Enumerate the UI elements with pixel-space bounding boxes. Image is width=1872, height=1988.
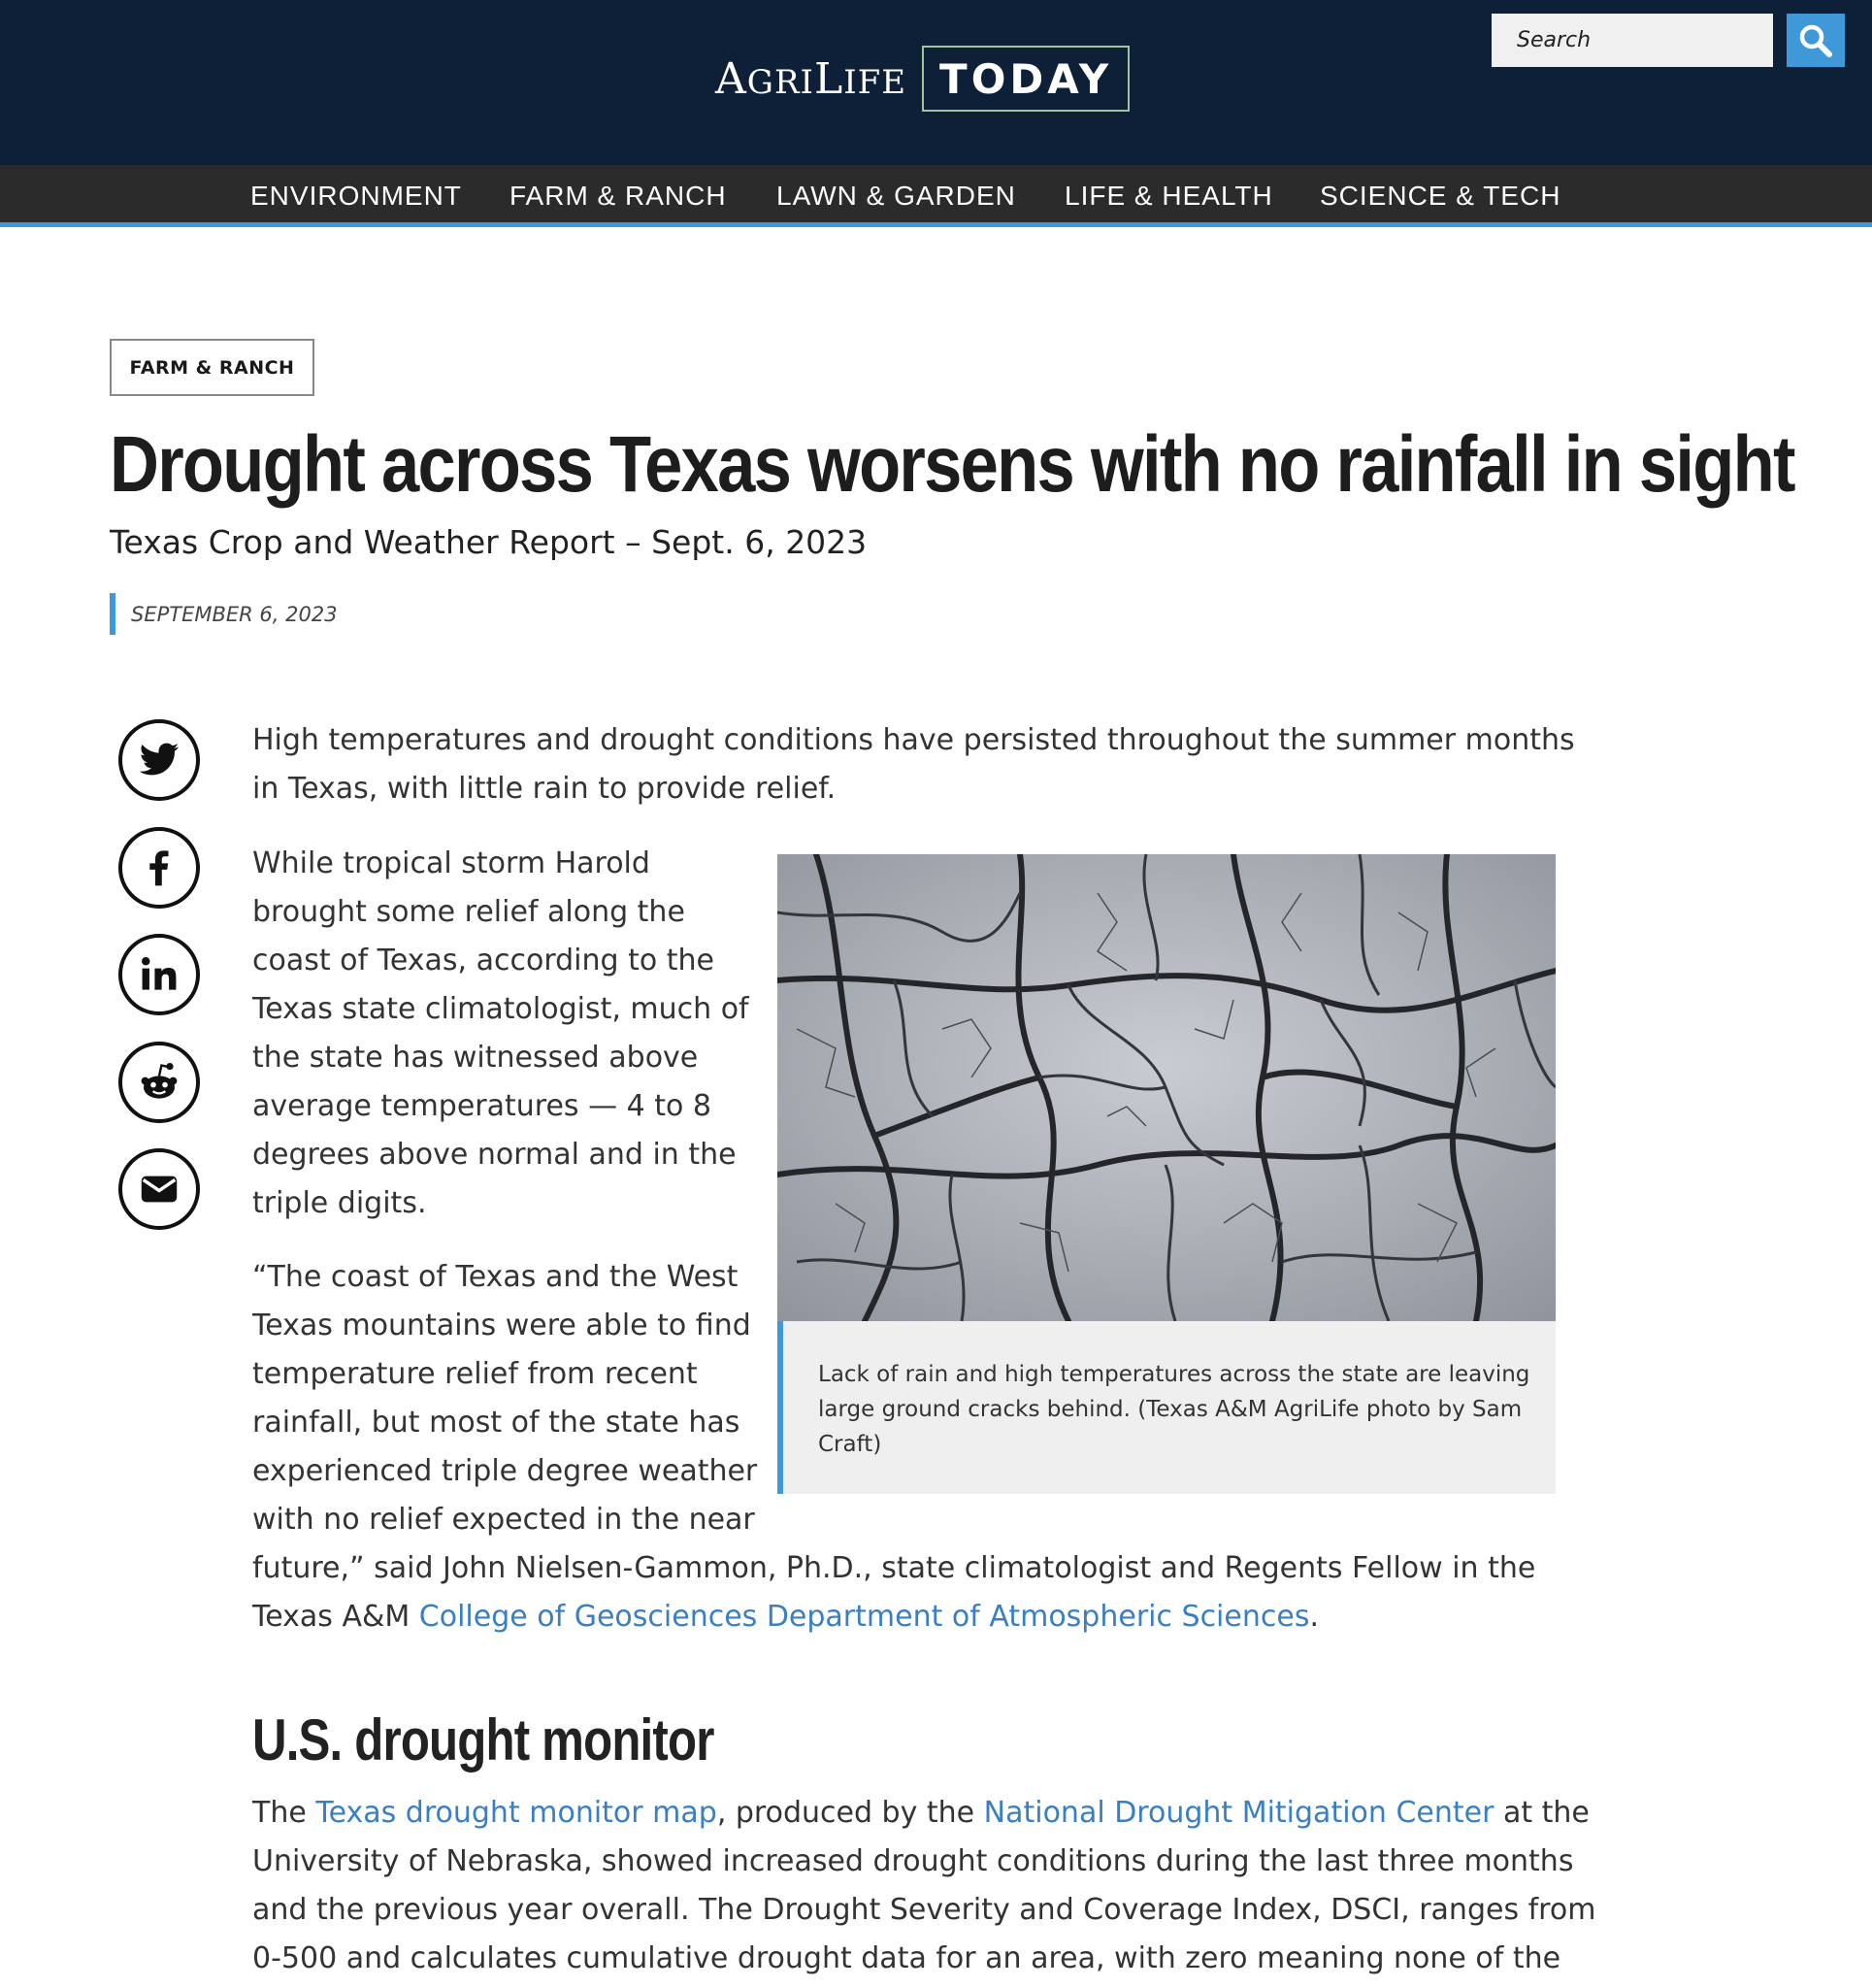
link-atmospheric-sciences[interactable]: College of Geosciences Department of Atmospheric Sciences (418, 1600, 1310, 1634)
link-national-drought-mitigation-center[interactable]: National Drought Mitigation Center (983, 1796, 1494, 1830)
linkedin-icon (138, 953, 181, 996)
paragraph-harold: While tropical storm Harold brought some relief along the coast of Texas, according to the Texas state climatologist, much of the state has witnessed above average temperatures — 4 to 8 degrees above normal and in the triple digits. (252, 846, 749, 1220)
article-date: SEPTEMBER 6, 2023 (110, 593, 338, 635)
nav-item-farm-ranch[interactable]: FARM & RANCH (509, 181, 727, 211)
email-icon (137, 1167, 181, 1211)
paragraph-quote: “The coast of Texas and the West Texas mountains were able to find temperature relief from recent rainfall, but most of the state has experienced triple degree weather with no relief expected in the near future,” said John Nielsen-Gammon, Ph.D., state climatologist and Regents Fellow in the Texas A&M College of Geosciences Department of Atmospheric Sciences. (252, 1260, 1536, 1634)
logo-agrilife-text: AGRILIFE (715, 53, 907, 104)
article-title: Drought across Texas worsens with no rainfall in sight (110, 420, 1794, 509)
nav-item-lawn-garden[interactable]: LAWN & GARDEN (776, 181, 1016, 211)
site-logo[interactable] (715, 45, 1130, 113)
facebook-icon (138, 846, 181, 889)
category-tag[interactable]: FARM & RANCH (110, 339, 314, 396)
magnifier-icon (1798, 23, 1833, 58)
article-subtitle: Texas Crop and Weather Report – Sept. 6, 2023 (110, 523, 868, 561)
nav-item-science-tech[interactable]: SCIENCE & TECH (1320, 181, 1561, 211)
twitter-icon (138, 739, 181, 781)
share-linkedin-button[interactable] (118, 934, 200, 1015)
share-email-button[interactable] (118, 1148, 200, 1230)
site-header (0, 0, 1872, 165)
reddit-icon (136, 1059, 182, 1106)
search-button[interactable] (1787, 14, 1845, 67)
logo-today-text: TODAY (922, 46, 1130, 112)
link-texas-drought-monitor-map[interactable]: Texas drought monitor map (315, 1796, 717, 1830)
main-nav (0, 165, 1872, 227)
share-facebook-button[interactable] (118, 827, 200, 909)
share-reddit-button[interactable] (118, 1042, 200, 1123)
share-twitter-button[interactable] (118, 719, 200, 801)
nav-item-environment[interactable]: ENVIRONMENT (250, 181, 462, 211)
nav-item-life-health[interactable]: LIFE & HEALTH (1065, 181, 1273, 211)
photo-caption: Lack of rain and high temperatures across the state are leaving large ground cracks behind. (Texas A&M AgriLife photo by Sam Craft) (777, 1321, 1556, 1494)
section-heading-drought-monitor: U.S. drought monitor (252, 1707, 714, 1773)
paragraph-drought-monitor: The Texas drought monitor map, produced by the National Drought Mitigation Center at the University of Nebraska, showed increased drought conditions during the last three months and the previous year overall. The Drought Severity and Coverage Index, DSCI, ranges from 0-500 and calculates cumulative drought data for an area, with zero meaning none of the (252, 1796, 1596, 1975)
paragraph-intro: High temperatures and drought conditions have persisted throughout the summer months in Texas, with little rain to provide relief. (252, 723, 1575, 806)
search-input[interactable] (1492, 14, 1773, 67)
article-photo-cracked-ground (777, 854, 1556, 1321)
